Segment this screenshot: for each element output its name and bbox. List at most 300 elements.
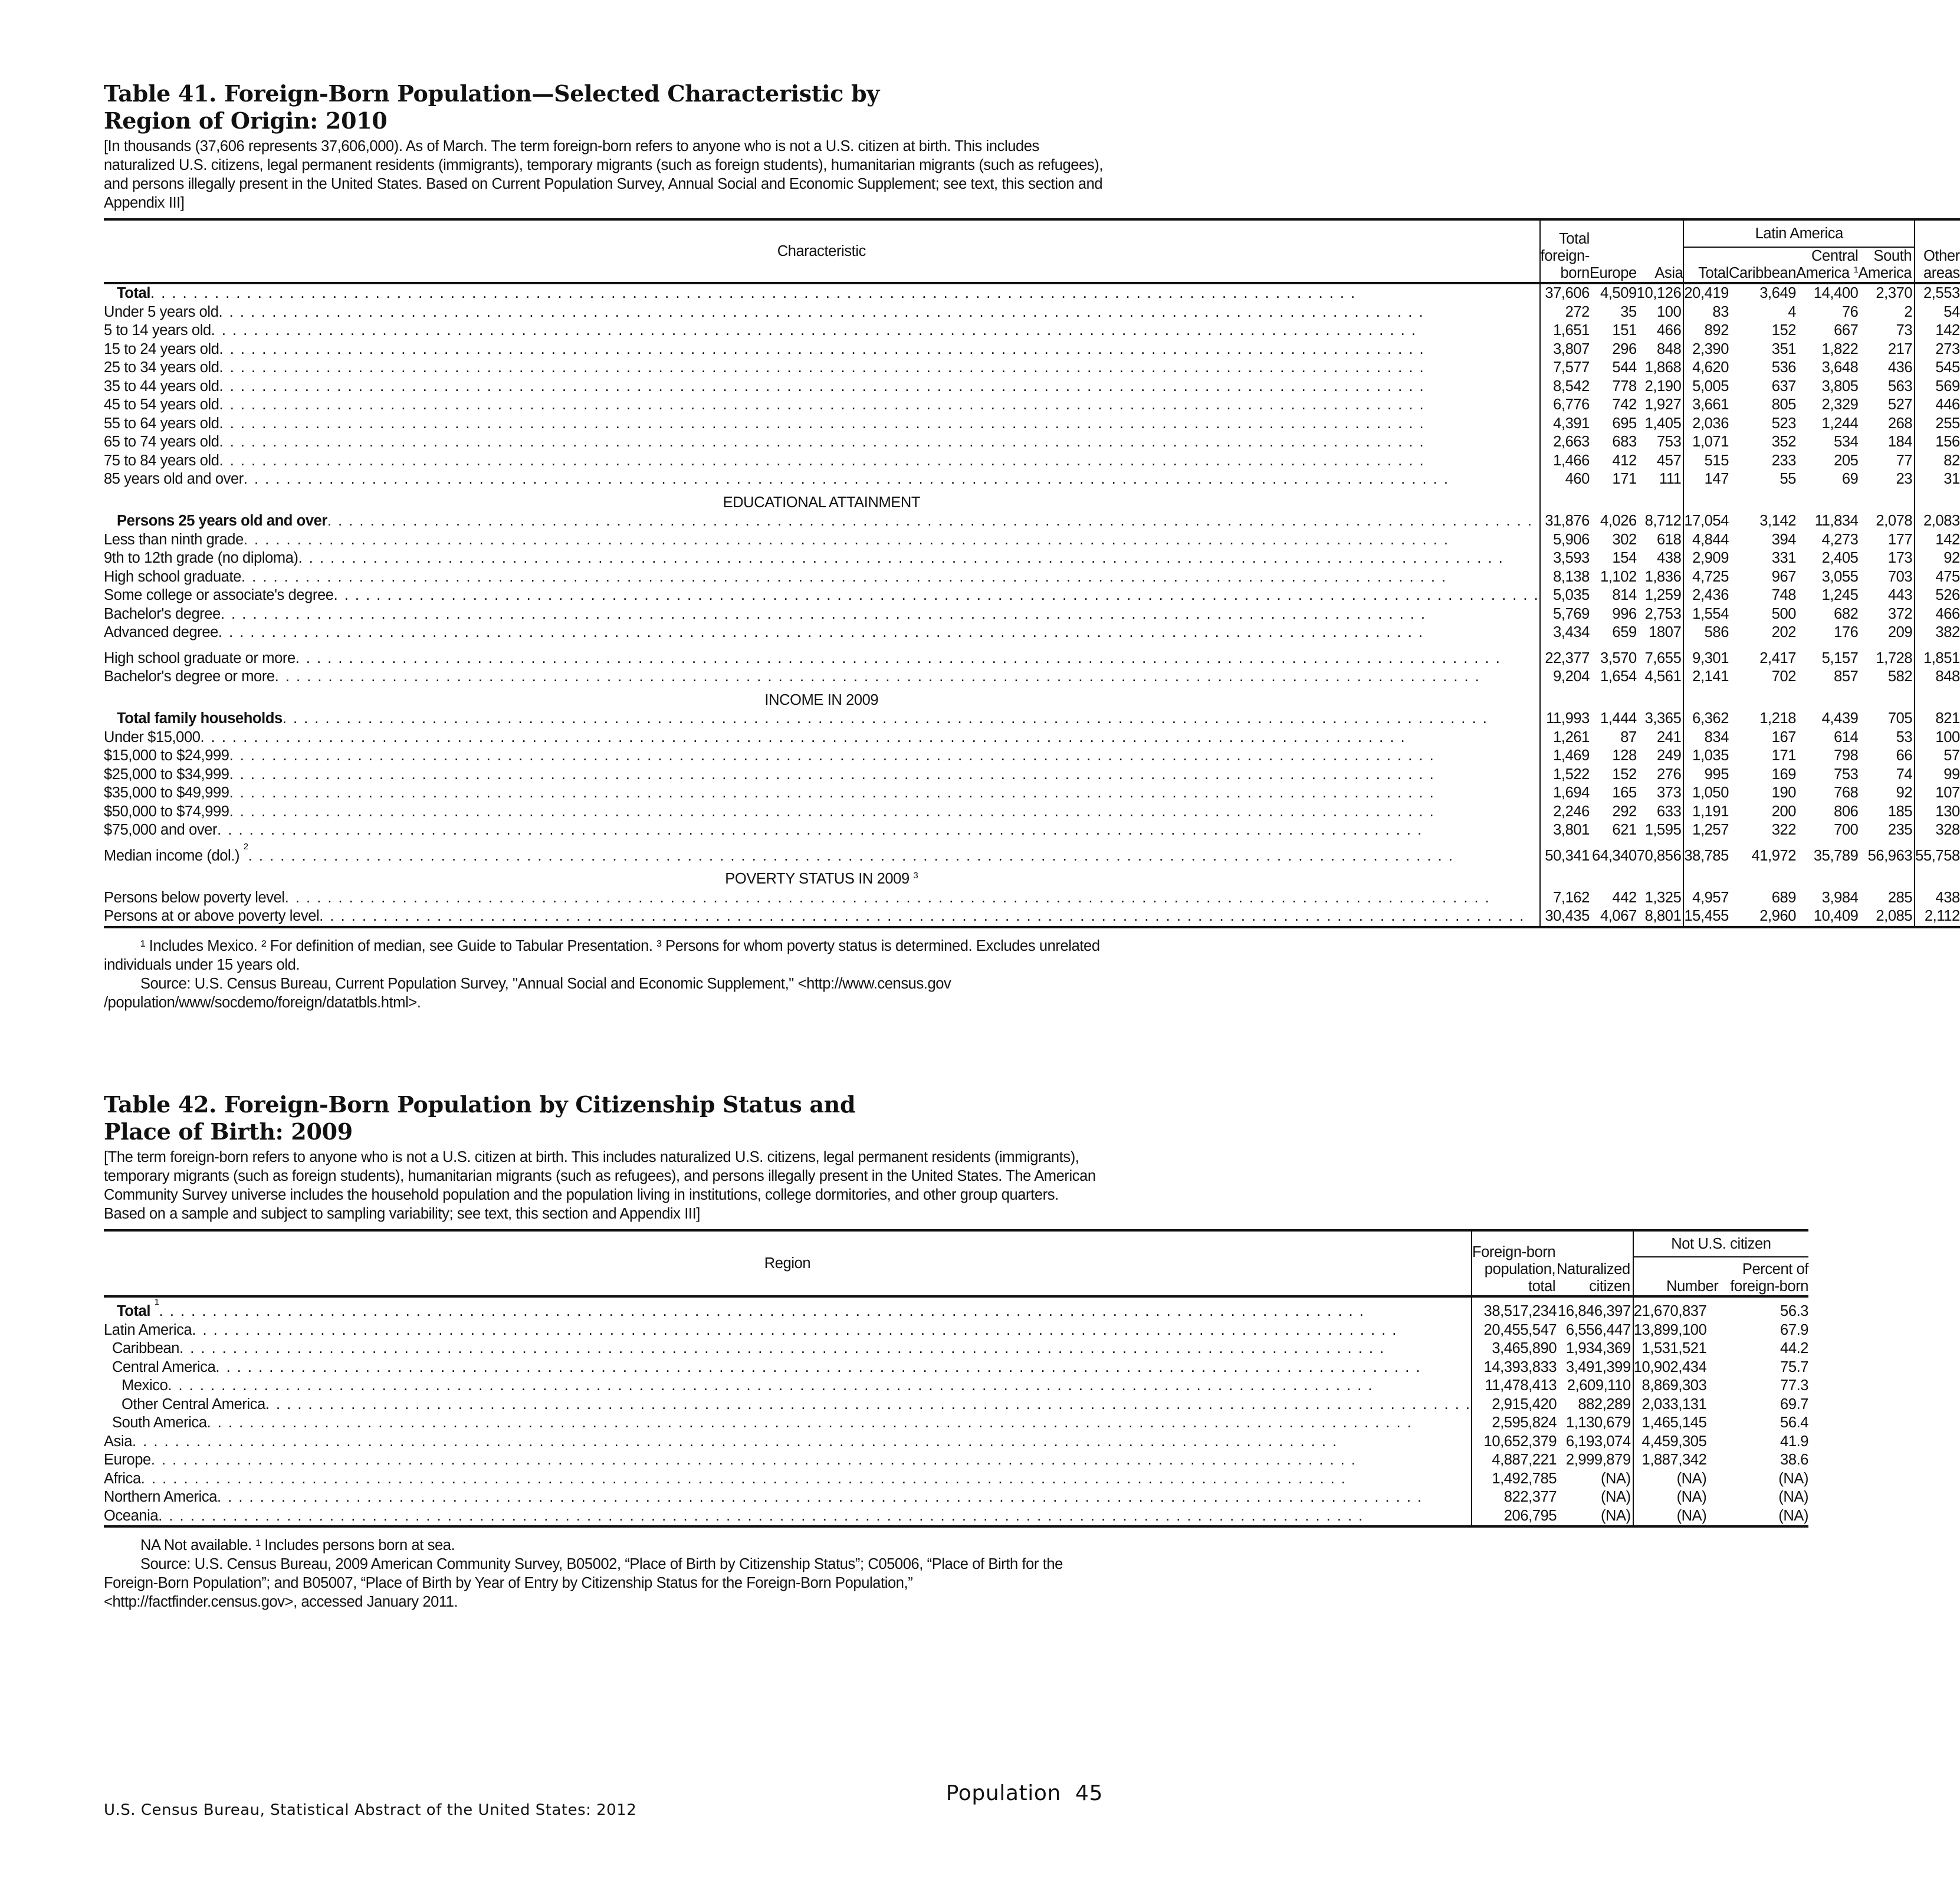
value-cell: 142 [1935, 531, 1960, 548]
row-label [104, 549, 1540, 568]
row-label [104, 1451, 1472, 1470]
leader-dots: . . . . . . . . . . . . . . . . . . . . . . . . . . . . . . . . . . . . . . . . . . . . . . . . . . . . . . . . . . . . . . . [207, 1414, 1471, 1433]
col-header-characteristic: Characteristic [104, 219, 1540, 283]
row-label-text: 55 to 64 years old [104, 415, 219, 432]
value-cell: 2,553 [1923, 285, 1960, 301]
value-cell: 50,341 [1545, 847, 1590, 864]
leader-dots: . . . . . . . . . . . . . . . . . . . . . . . . . . . . . . . . . . . . . . . . . . . . . . . . . . . . . . . . . . . . . . . [151, 1451, 1471, 1470]
value-cell: 1,465,145 [1641, 1414, 1707, 1431]
table-row [104, 586, 1960, 605]
value-cell: 1,934,369 [1557, 1339, 1633, 1358]
value-cell: (NA) [1676, 1470, 1707, 1487]
row-label-text: Under 5 years old [104, 303, 219, 320]
row-label [104, 377, 1540, 396]
value-cell: 1,466 [1553, 452, 1590, 469]
value-cell: 152 [1771, 322, 1797, 339]
value-cell: 53 [1858, 728, 1915, 747]
value-cell: 292 [1612, 803, 1637, 820]
value-cell: 4,067 [1600, 908, 1637, 924]
leader-dots: . . . . . . . . . . . . . . . . . . . . . . . . . . . . . . . . . . . . . . . . . . . . . . . . . . . . . . . . . . . . . . . [229, 784, 1539, 803]
row-label-text: Central America [112, 1358, 216, 1375]
value-cell: 3,801 [1553, 822, 1590, 838]
leader-dots: . . . . . . . . . . . . . . . . . . . . . . . . . . . . . . . . . . . . . . . . . . . . . . . . . . . . . . . . . . . . . . . [241, 568, 1539, 587]
value-cell: (NA) [1676, 1489, 1707, 1505]
value-cell: 37,606 [1545, 285, 1590, 301]
value-cell: 11,993 [1546, 710, 1590, 727]
leader-dots: . . . . . . . . . . . . . . . . . . . . . . . . . . . . . . . . . . . . . . . . . . . . . . . . . . . . . . . . . . . . . . . [150, 284, 1539, 303]
table-row [104, 531, 1960, 550]
leader-dots: . . . . . . . . . . . . . . . . . . . . . . . . . . . . . . . . . . . . . . . . . . . . . . . . . . . . . . . . . . . . . . . [334, 586, 1539, 605]
row-label-text: 25 to 34 years old [104, 359, 219, 376]
table-row [104, 303, 1960, 322]
row-label-text: Less than ninth grade [104, 531, 244, 548]
value-cell: 154 [1612, 550, 1637, 566]
value-cell: 7,577 [1553, 359, 1590, 376]
row-label-text: 85 years old and over [104, 471, 244, 487]
value-cell: 4,844 [1692, 531, 1729, 548]
table-row [104, 1451, 1808, 1470]
value-cell: 753 [1637, 433, 1684, 452]
leader-dots: . . . . . . . . . . . . . . . . . . . . . . . . . . . . . . . . . . . . . . . . . . . . . . . . . . . . . . . . . . . . . . . [219, 377, 1539, 396]
value-cell: 2,112 [1924, 908, 1960, 924]
row-label [104, 889, 1540, 908]
value-cell: 55 [1780, 471, 1797, 487]
value-cell: 2,190 [1637, 377, 1684, 396]
table-41-section [104, 80, 1960, 1012]
value-cell: 2,417 [1759, 649, 1797, 666]
value-cell: 1,325 [1637, 889, 1684, 908]
value-cell: 4,459,305 [1641, 1433, 1707, 1450]
value-cell: 2,141 [1692, 668, 1729, 685]
value-cell: 235 [1858, 821, 1915, 840]
value-cell: 1,444 [1600, 710, 1637, 727]
row-label-text: Mexico [122, 1377, 168, 1394]
value-cell: 8,801 [1637, 907, 1684, 927]
row-label [104, 321, 1540, 340]
value-cell: 1,492,785 [1492, 1470, 1557, 1487]
row-label-text: Europe [104, 1452, 151, 1468]
row-label [104, 470, 1540, 489]
value-cell: 857 [1834, 668, 1859, 685]
value-cell: 38,785 [1684, 847, 1729, 864]
value-cell: 582 [1858, 668, 1915, 687]
value-cell: 805 [1771, 396, 1797, 413]
leader-dots: . . . . . . . . . . . . . . . . . . . . . . . . . . . . . . . . . . . . . . . . . . . . . . . . . . . . . . . . . . . . . . . [219, 396, 1539, 415]
value-cell: 2,033,131 [1641, 1395, 1707, 1413]
value-cell: 438 [1637, 549, 1684, 568]
col-header-naturalized-citizen: Naturalized citizen [1557, 1230, 1633, 1296]
row-label [104, 747, 1540, 766]
table-row [104, 321, 1960, 340]
value-cell: 200 [1771, 803, 1797, 820]
value-cell: 92 [1858, 784, 1915, 803]
leader-dots: . . . . . . . . . . . . . . . . . . . . . . . . . . . . . . . . . . . . . . . . . . . . . . . . . . . . . . . . . . . . . . . [283, 710, 1539, 728]
section-row [104, 489, 1960, 513]
row-label [104, 1296, 1472, 1321]
table-41-footnote-text: ¹ Includes Mexico. ² For definition of median, see Guide to Tabular Presentation. ³ Persons for whom poverty status is determined. Excludes unrelated individuals under 15 years old. [104, 937, 1100, 973]
table-row [104, 1433, 1808, 1452]
table-row [104, 1395, 1808, 1414]
value-cell: 3,648 [1821, 359, 1859, 376]
table-row [104, 433, 1960, 452]
value-cell: 412 [1612, 452, 1637, 469]
table-41-title-line1: Table 41. Foreign-Born Population—Selected Characteristic by [104, 80, 880, 107]
value-cell: 7,655 [1637, 642, 1684, 668]
value-cell: 4,620 [1692, 359, 1729, 376]
value-cell: 2,370 [1858, 283, 1915, 303]
row-label-text: Total [117, 1303, 151, 1319]
value-cell: 6,362 [1692, 710, 1729, 727]
value-cell: 3,465,890 [1492, 1340, 1557, 1357]
value-cell: 1,554 [1692, 605, 1729, 622]
value-cell: 659 [1612, 624, 1637, 641]
value-cell: 9,301 [1692, 649, 1729, 666]
footnote-marker: 3 [913, 871, 918, 881]
value-cell: 2,036 [1692, 415, 1729, 432]
value-cell: 1,405 [1637, 415, 1684, 434]
row-label-text: 15 to 24 years old [104, 340, 219, 357]
leader-dots: . . . . . . . . . . . . . . . . . . . . . . . . . . . . . . . . . . . . . . . . . . . . . . . . . . . . . . . . . . . . . . . [219, 340, 1539, 359]
table-row [104, 623, 1960, 642]
row-label [104, 512, 1540, 531]
value-cell: 17,054 [1684, 513, 1729, 529]
row-label [104, 1414, 1472, 1433]
table-row [104, 642, 1960, 668]
leader-dots: . . . . . . . . . . . . . . . . . . . . . . . . . . . . . . . . . . . . . . . . . . . . . . . . . . . . . . . . . . . . . . . [319, 907, 1539, 926]
value-cell: 1,694 [1553, 784, 1590, 801]
col-header-latin-america: Latin America [1683, 219, 1915, 247]
value-cell: 7,162 [1553, 889, 1590, 906]
value-cell: 1,927 [1637, 396, 1684, 415]
value-cell: 100 [1935, 728, 1960, 746]
value-cell: 69.7 [1780, 1395, 1809, 1413]
value-cell: 83 [1712, 303, 1729, 320]
row-label-text: Bachelor's degree or more [104, 668, 275, 685]
value-cell: (NA) [1778, 1507, 1809, 1524]
table-row [104, 340, 1960, 359]
value-cell: 705 [1858, 710, 1915, 728]
value-cell: 99 [1943, 766, 1960, 783]
value-cell: 31 [1943, 471, 1960, 487]
col-header-asia: Asia [1637, 219, 1684, 283]
empty-cell [1915, 865, 1960, 889]
value-cell: 394 [1771, 531, 1797, 548]
value-cell: 6,193,074 [1557, 1433, 1633, 1452]
table-row [104, 747, 1960, 766]
value-cell: 2,915,420 [1492, 1395, 1557, 1413]
leader-dots: . . . . . . . . . . . . . . . . . . . . . . . . . . . . . . . . . . . . . . . . . . . . . . . . . . . . . . . . . . . . . . . [219, 433, 1539, 452]
row-label-text: Latin America [104, 1321, 192, 1338]
value-cell: 209 [1858, 623, 1915, 642]
empty-cell [1540, 687, 1590, 710]
value-cell: 156 [1935, 434, 1960, 450]
empty-cell [1637, 489, 1684, 513]
value-cell: 8,542 [1553, 377, 1590, 395]
value-cell: 35 [1620, 303, 1637, 320]
value-cell: 967 [1771, 568, 1797, 585]
value-cell: 569 [1935, 377, 1960, 395]
table-row [104, 803, 1960, 822]
value-cell: 92 [1943, 550, 1960, 566]
value-cell: 167 [1771, 728, 1797, 746]
value-cell: (NA) [1557, 1488, 1633, 1507]
value-cell: 4,026 [1600, 513, 1637, 529]
value-cell: 1,050 [1692, 784, 1729, 801]
value-cell: 56.4 [1780, 1414, 1809, 1431]
table-row [104, 766, 1960, 784]
section-row [104, 865, 1960, 889]
col-header-percent-foreign-born: Percent of foreign-born [1730, 1261, 1809, 1295]
value-cell: 3,805 [1821, 377, 1859, 395]
col-header-number: Number [1666, 1278, 1719, 1295]
value-cell: 276 [1637, 766, 1684, 784]
col-header-total-foreign-born: Total foreign- born [1540, 231, 1590, 281]
row-label [104, 642, 1540, 668]
table-41-footnotes [104, 937, 1103, 1012]
table-42-section [104, 1091, 1809, 1611]
value-cell: 147 [1704, 471, 1729, 487]
value-cell: 8,869,303 [1641, 1377, 1707, 1394]
row-label-text: 9th to 12th grade (no diploma) [104, 550, 298, 566]
value-cell: 382 [1935, 624, 1960, 641]
value-cell: 703 [1858, 568, 1915, 587]
row-label [104, 1377, 1472, 1395]
value-cell: 446 [1935, 396, 1960, 413]
table-row [104, 784, 1960, 803]
row-label [104, 605, 1540, 624]
leader-dots: . . . . . . . . . . . . . . . . . . . . . . . . . . . . . . . . . . . . . . . . . . . . . . . . . . . . . . . . . . . . . . . [159, 1302, 1471, 1321]
value-cell: 523 [1771, 415, 1797, 432]
empty-cell [1590, 687, 1637, 710]
row-label [104, 283, 1540, 303]
value-cell: 5,035 [1553, 587, 1590, 603]
value-cell: 70,856 [1637, 840, 1684, 866]
table-41-source: Source: U.S. Census Bureau, Current Population Survey, "Annual Social and Economic Supplement," <http://www.census.gov /population/www/socdemo/foreign/datatbls.html>. [104, 975, 951, 1011]
value-cell: 8,712 [1637, 512, 1684, 531]
leader-dots: . . . . . . . . . . . . . . . . . . . . . . . . . . . . . . . . . . . . . . . . . . . . . . . . . . . . . . . . . . . . . . . [141, 1470, 1471, 1489]
leader-dots: . . . . . . . . . . . . . . . . . . . . . . . . . . . . . . . . . . . . . . . . . . . . . . . . . . . . . . . . . . . . . . . [229, 803, 1539, 822]
value-cell: 14,400 [1813, 285, 1859, 301]
row-label [104, 1488, 1472, 1507]
value-cell: 64,340 [1592, 847, 1637, 864]
table-row [104, 1377, 1808, 1395]
table-row [104, 1358, 1808, 1377]
value-cell: 1,836 [1637, 568, 1684, 587]
value-cell: 466 [1935, 605, 1960, 622]
row-label-text: Caribbean [112, 1340, 180, 1357]
table-row [104, 907, 1960, 927]
table-row [104, 1488, 1808, 1507]
value-cell: 38,517,234 [1483, 1303, 1557, 1319]
row-label-text: $25,000 to $34,999 [104, 766, 229, 783]
value-cell: 1,531,521 [1641, 1340, 1707, 1357]
leader-dots: . . . . . . . . . . . . . . . . . . . . . . . . . . . . . . . . . . . . . . . . . . . . . . . . . . . . . . . . . . . . . . . [179, 1339, 1471, 1358]
value-cell: 614 [1834, 728, 1859, 746]
value-cell: 55,758 [1915, 847, 1960, 864]
value-cell: 56,963 [1858, 840, 1915, 866]
leader-dots: . . . . . . . . . . . . . . . . . . . . . . . . . . . . . . . . . . . . . . . . . . . . . . . . . . . . . . . . . . . . . . . [221, 605, 1539, 624]
leader-dots: . . . . . . . . . . . . . . . . . . . . . . . . . . . . . . . . . . . . . . . . . . . . . . . . . . . . . . . . . . . . . . . [219, 415, 1539, 434]
row-label-text: Bachelor's degree [104, 605, 221, 622]
row-label-text: Persons below poverty level [104, 889, 285, 906]
row-label-text: Northern America [104, 1489, 218, 1505]
leader-dots: . . . . . . . . . . . . . . . . . . . . . . . . . . . . . . . . . . . . . . . . . . . . . . . . . . . . . . . . . . . . . . . [215, 1358, 1471, 1377]
row-label [104, 359, 1540, 377]
value-cell: 534 [1834, 434, 1859, 450]
empty-cell [1729, 865, 1796, 889]
value-cell: 822,377 [1503, 1489, 1557, 1505]
row-label [104, 821, 1540, 840]
table-row [104, 605, 1960, 624]
value-cell: 1,868 [1637, 359, 1684, 377]
value-cell: 3,661 [1692, 396, 1729, 413]
value-cell: (NA) [1557, 1507, 1633, 1527]
value-cell: 82 [1943, 452, 1960, 469]
value-cell: 821 [1935, 710, 1960, 727]
leader-dots: . . . . . . . . . . . . . . . . . . . . . . . . . . . . . . . . . . . . . . . . . . . . . . . . . . . . . . . . . . . . . . . [132, 1433, 1471, 1452]
leader-dots: . . . . . . . . . . . . . . . . . . . . . . . . . . . . . . . . . . . . . . . . . . . . . . . . . . . . . . . . . . . . . . . [218, 623, 1539, 642]
value-cell: 1,851 [1923, 649, 1960, 666]
value-cell: 21,670,837 [1633, 1303, 1707, 1319]
value-cell: 66 [1858, 747, 1915, 766]
table-41-headnote: [In thousands (37,606 represents 37,606,000). As of March. The term foreign-born refers to anyone who is not a U.S. citizen at birth. This includes naturalized U.S. citizens, legal permanent residents (immigrants), temporary migrants (such as foreign students), humanitarian migrants (such as refugees), and persons illegally present in the United States. Based on Current Population Survey, Annual Social and Economic Supplement; see text, this section and Appendix III] [104, 138, 1104, 211]
value-cell: 2,329 [1821, 396, 1859, 413]
value-cell: 753 [1834, 766, 1859, 783]
row-label [104, 1470, 1472, 1489]
value-cell: 11,478,413 [1485, 1377, 1557, 1394]
value-cell: 202 [1771, 624, 1797, 641]
value-cell: 1,822 [1821, 340, 1859, 357]
value-cell: 1,595 [1637, 821, 1684, 840]
leader-dots: . . . . . . . . . . . . . . . . . . . . . . . . . . . . . . . . . . . . . . . . . . . . . . . . . . . . . . . . . . . . . . . [219, 452, 1539, 471]
value-cell: 1,218 [1759, 710, 1797, 727]
table-row [104, 549, 1960, 568]
value-cell: 621 [1612, 822, 1637, 838]
empty-cell [1540, 865, 1590, 889]
value-cell: 31,876 [1545, 513, 1590, 529]
row-label-text: Under $15,000 [104, 728, 201, 746]
value-cell: 241 [1637, 728, 1684, 747]
leader-dots: . . . . . . . . . . . . . . . . . . . . . . . . . . . . . . . . . . . . . . . . . . . . . . . . . . . . . . . . . . . . . . . [211, 321, 1539, 340]
section-heading: POVERTY STATUS IN 2009 $^3$ [104, 865, 1540, 889]
value-cell: 352 [1771, 434, 1797, 450]
value-cell: 442 [1612, 889, 1637, 906]
value-cell: 15,455 [1684, 908, 1729, 924]
value-cell: 768 [1834, 784, 1859, 801]
footnote-marker: 1 [154, 1297, 159, 1307]
row-label-text: 45 to 54 years old [104, 396, 219, 413]
value-cell: 1,261 [1553, 728, 1590, 746]
value-cell: 173 [1858, 549, 1915, 568]
col-header-south-america: South America [1858, 247, 1915, 283]
empty-cell [1858, 865, 1915, 889]
value-cell: 2,753 [1637, 605, 1684, 624]
row-label [104, 415, 1540, 434]
empty-cell [1858, 489, 1915, 513]
value-cell: 995 [1704, 766, 1729, 783]
value-cell: 22,377 [1545, 649, 1590, 666]
value-cell: 76 [1841, 303, 1859, 320]
row-label [104, 668, 1540, 687]
value-cell: 1,102 [1600, 568, 1637, 585]
table-row [104, 283, 1960, 303]
value-cell: 4,273 [1821, 531, 1859, 548]
value-cell: 233 [1771, 452, 1797, 469]
value-cell: 331 [1771, 550, 1797, 566]
value-cell: 695 [1612, 415, 1637, 432]
value-cell: 35,789 [1813, 847, 1859, 864]
value-cell: 882,289 [1557, 1395, 1633, 1414]
value-cell: 328 [1935, 822, 1960, 838]
table-row [104, 512, 1960, 531]
empty-cell [1729, 687, 1796, 710]
row-label-text: $75,000 and over [104, 822, 218, 838]
leader-dots: . . . . . . . . . . . . . . . . . . . . . . . . . . . . . . . . . . . . . . . . . . . . . . . . . . . . . . . . . . . . . . . [327, 512, 1539, 531]
col-header-central-america: Central America $^1$ [1796, 248, 1859, 281]
value-cell: 778 [1612, 377, 1637, 395]
value-cell: 1,257 [1692, 822, 1729, 838]
row-label [104, 568, 1540, 587]
value-cell: 457 [1637, 452, 1684, 471]
row-label [104, 728, 1540, 747]
empty-cell [1796, 687, 1858, 710]
leader-dots: . . . . . . . . . . . . . . . . . . . . . . . . . . . . . . . . . . . . . . . . . . . . . . . . . . . . . . . . . . . . . . . [248, 847, 1539, 866]
value-cell: 2,999,879 [1557, 1451, 1633, 1470]
value-cell: 151 [1612, 322, 1637, 339]
value-cell: 57 [1943, 747, 1960, 764]
empty-cell [1729, 489, 1796, 513]
leader-dots: . . . . . . . . . . . . . . . . . . . . . . . . . . . . . . . . . . . . . . . . . . . . . . . . . . . . . . . . . . . . . . . [217, 821, 1539, 840]
value-cell: 667 [1834, 322, 1859, 339]
value-cell: 249 [1637, 747, 1684, 766]
value-cell: 1,887,342 [1641, 1452, 1707, 1468]
row-label [104, 586, 1540, 605]
table-42-title-line1: Table 42. Foreign-Born Population by Citizenship Status and [104, 1091, 856, 1118]
table-row [104, 1507, 1808, 1527]
page-footer-publication: U.S. Census Bureau, Statistical Abstract of the United States: 2012 [104, 1801, 637, 1819]
leader-dots: . . . . . . . . . . . . . . . . . . . . . . . . . . . . . . . . . . . . . . . . . . . . . . . . . . . . . . . . . . . . . . . [296, 649, 1539, 668]
col-header-region: Region [104, 1230, 1472, 1296]
value-cell: 436 [1858, 359, 1915, 377]
value-cell: 633 [1637, 803, 1684, 822]
value-cell: 5,157 [1821, 649, 1859, 666]
row-label [104, 1395, 1472, 1414]
row-label-text: 75 to 84 years old [104, 452, 219, 469]
value-cell: 702 [1771, 668, 1797, 685]
table-41-title-line2: Region of Origin: 2010 [104, 107, 388, 134]
value-cell: 9,204 [1553, 668, 1590, 685]
value-cell: 2,083 [1923, 513, 1960, 529]
row-label-text: Asia [104, 1433, 133, 1450]
empty-cell [1796, 865, 1858, 889]
section-heading: INCOME IN 2009 [104, 687, 1540, 710]
col-header-la-total: Total [1698, 265, 1729, 281]
value-cell: 77 [1858, 452, 1915, 471]
value-cell: 443 [1858, 586, 1915, 605]
footnote-marker: 2 [243, 841, 248, 852]
value-cell: 41,972 [1751, 847, 1797, 864]
value-cell: (NA) [1778, 1489, 1809, 1505]
value-cell: 748 [1771, 587, 1797, 603]
value-cell: 618 [1637, 531, 1684, 550]
empty-cell [1796, 489, 1858, 513]
value-cell: 1,035 [1692, 747, 1729, 764]
value-cell: 544 [1612, 359, 1637, 376]
empty-cell [1637, 687, 1684, 710]
value-cell: 515 [1704, 452, 1729, 469]
value-cell: 75.7 [1780, 1358, 1809, 1375]
row-label [104, 531, 1540, 550]
